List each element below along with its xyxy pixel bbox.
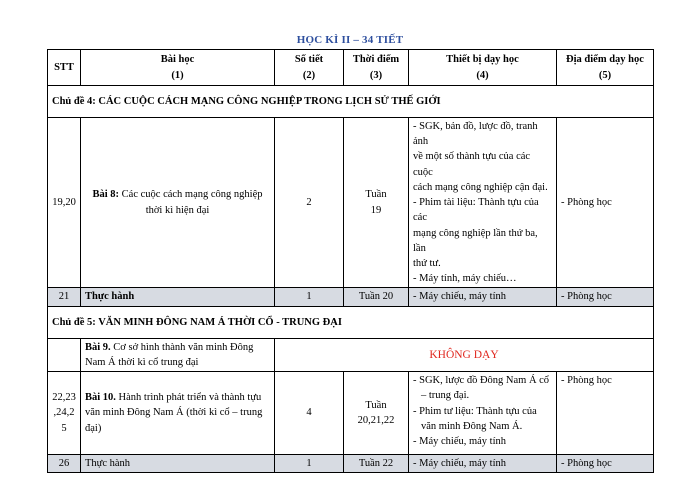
lesson-text-line2: Nam Á thời kì cổ trung đại — [85, 356, 199, 368]
header-so-tiet-label: Số tiết — [294, 54, 324, 66]
cell-dia-diem: - Phòng học — [557, 288, 654, 306]
cell-lesson — [81, 338, 275, 371]
equipment-line: - Phim tài liệu: Thành tựu của các — [413, 197, 539, 224]
thoi-diem-line1: Tuần — [365, 399, 387, 411]
header-bai-hoc-label: Bài học — [160, 54, 195, 66]
lesson-prefix: Bài 8: — [92, 189, 120, 201]
cell-thiet-bi — [409, 118, 557, 288]
lesson-prefix: Bài 10. — [85, 392, 116, 404]
header-dia-diem-label: Địa điểm dạy học — [566, 54, 644, 66]
header-stt: STT — [48, 50, 81, 86]
cell-stt: 26 — [48, 455, 81, 473]
topic-row — [48, 86, 654, 118]
cell-stt: 21 — [48, 288, 81, 306]
header-dia-diem-num: (5) — [598, 69, 612, 81]
cell-thoi-diem — [344, 118, 409, 288]
header-bai-hoc — [81, 50, 275, 86]
cell-so-tiet: 1 — [275, 288, 344, 306]
cell-dia-diem: - Phòng học — [557, 118, 654, 288]
cell-lesson: Thực hành — [81, 455, 275, 473]
topic-5-label: Chủ đề 5: VĂN MINH ĐÔNG NAM Á THỜI CỔ - TRUNG ĐẠI — [48, 306, 654, 338]
equipment-line: - SGK, bản đồ, lược đồ, tranh ảnh — [413, 121, 538, 148]
lesson-text-line2: thời kì hiện đại — [145, 204, 210, 216]
stt-line2: ,24,2 — [53, 407, 75, 419]
cell-thiet-bi: - Máy chiếu, máy tính — [409, 455, 557, 473]
table-row — [48, 118, 654, 288]
equipment-line: - Phim tư liệu: Thành tựu của — [413, 405, 537, 417]
lesson-text-line3: đại) — [85, 422, 102, 434]
cell-lesson — [81, 372, 275, 455]
cell-lesson: Thực hành — [81, 288, 275, 306]
table-row — [48, 455, 654, 473]
equipment-line: văn minh Đông Nam Á. — [421, 420, 523, 432]
thoi-diem-line1: Tuần — [365, 189, 387, 201]
cell-dia-diem: - Phòng học — [557, 372, 654, 455]
cell-so-tiet: 1 — [275, 455, 344, 473]
equipment-line: thứ tư. — [413, 257, 441, 269]
header-thoi-diem-label: Thời điểm — [352, 54, 400, 66]
topic-row — [48, 306, 654, 338]
thoi-diem-line2: 19 — [370, 204, 382, 216]
thoi-diem-line2: 20,21,22 — [357, 415, 395, 427]
cell-thoi-diem: Tuần 22 — [344, 455, 409, 473]
lesson-text: Hành trình phát triển và thành tựu — [115, 392, 262, 404]
cell-lesson — [81, 118, 275, 288]
equipment-line: về một số thành tựu của các cuộc — [413, 151, 531, 178]
cell-thoi-diem: Tuần 20 — [344, 288, 409, 306]
header-thoi-diem-num: (3) — [369, 69, 383, 81]
not-taught-note: KHÔNG DẠY — [275, 338, 654, 371]
cell-thiet-bi: - Máy chiếu, máy tính — [409, 288, 557, 306]
table-row — [48, 288, 654, 306]
header-thiet-bi — [409, 50, 557, 86]
cell-thoi-diem — [344, 372, 409, 455]
cell-dia-diem: - Phòng học — [557, 455, 654, 473]
header-dia-diem — [557, 50, 654, 86]
table-row — [48, 338, 654, 371]
header-row — [48, 50, 654, 86]
cell-stt: 19,20 — [48, 118, 81, 288]
equipment-line: mạng công nghiệp lần thứ ba, lần — [413, 227, 538, 254]
header-thiet-bi-num: (4) — [476, 69, 489, 81]
header-so-tiet — [275, 50, 344, 86]
cell-stt — [48, 338, 81, 371]
equipment-line: – trung đại. — [421, 390, 470, 402]
table-row — [48, 372, 654, 455]
header-thiet-bi-label: Thiết bị dạy học — [446, 54, 519, 66]
equipment-line: - SGK, lược đồ Đông Nam Á cổ — [413, 375, 550, 387]
stt-line3: 5 — [61, 422, 67, 434]
header-bai-hoc-num: (1) — [171, 69, 184, 81]
stt-line1: 22,23 — [52, 392, 76, 404]
semester-title: HỌC KÌ II – 34 TIẾT — [296, 34, 404, 46]
cell-thiet-bi — [409, 372, 557, 455]
equipment-line: cách mạng công nghiệp cận đại. — [413, 181, 548, 193]
cell-stt — [48, 372, 81, 455]
cell-so-tiet: 4 — [275, 372, 344, 455]
header-so-tiet-num: (2) — [302, 69, 316, 81]
lesson-text: Cơ sở hình thành văn minh Đông — [110, 341, 254, 353]
lesson-plan-table — [47, 49, 654, 473]
lesson-prefix: Bài 9. — [85, 341, 111, 353]
header-thoi-diem — [344, 50, 409, 86]
cell-so-tiet: 2 — [275, 118, 344, 288]
lesson-text-line2: văn minh Đông Nam Á (thời kì cổ – trung — [85, 407, 263, 419]
equipment-line: - Máy tính, máy chiếu… — [413, 273, 517, 285]
topic-4-label: Chủ đề 4: CÁC CUỘC CÁCH MẠNG CÔNG NGHIỆP TRONG LỊCH SỬ THẾ GIỚI — [48, 86, 654, 118]
equipment-line: - Máy chiếu, máy tính — [413, 435, 507, 447]
lesson-text: Các cuộc cách mạng công nghiệp — [119, 189, 263, 201]
